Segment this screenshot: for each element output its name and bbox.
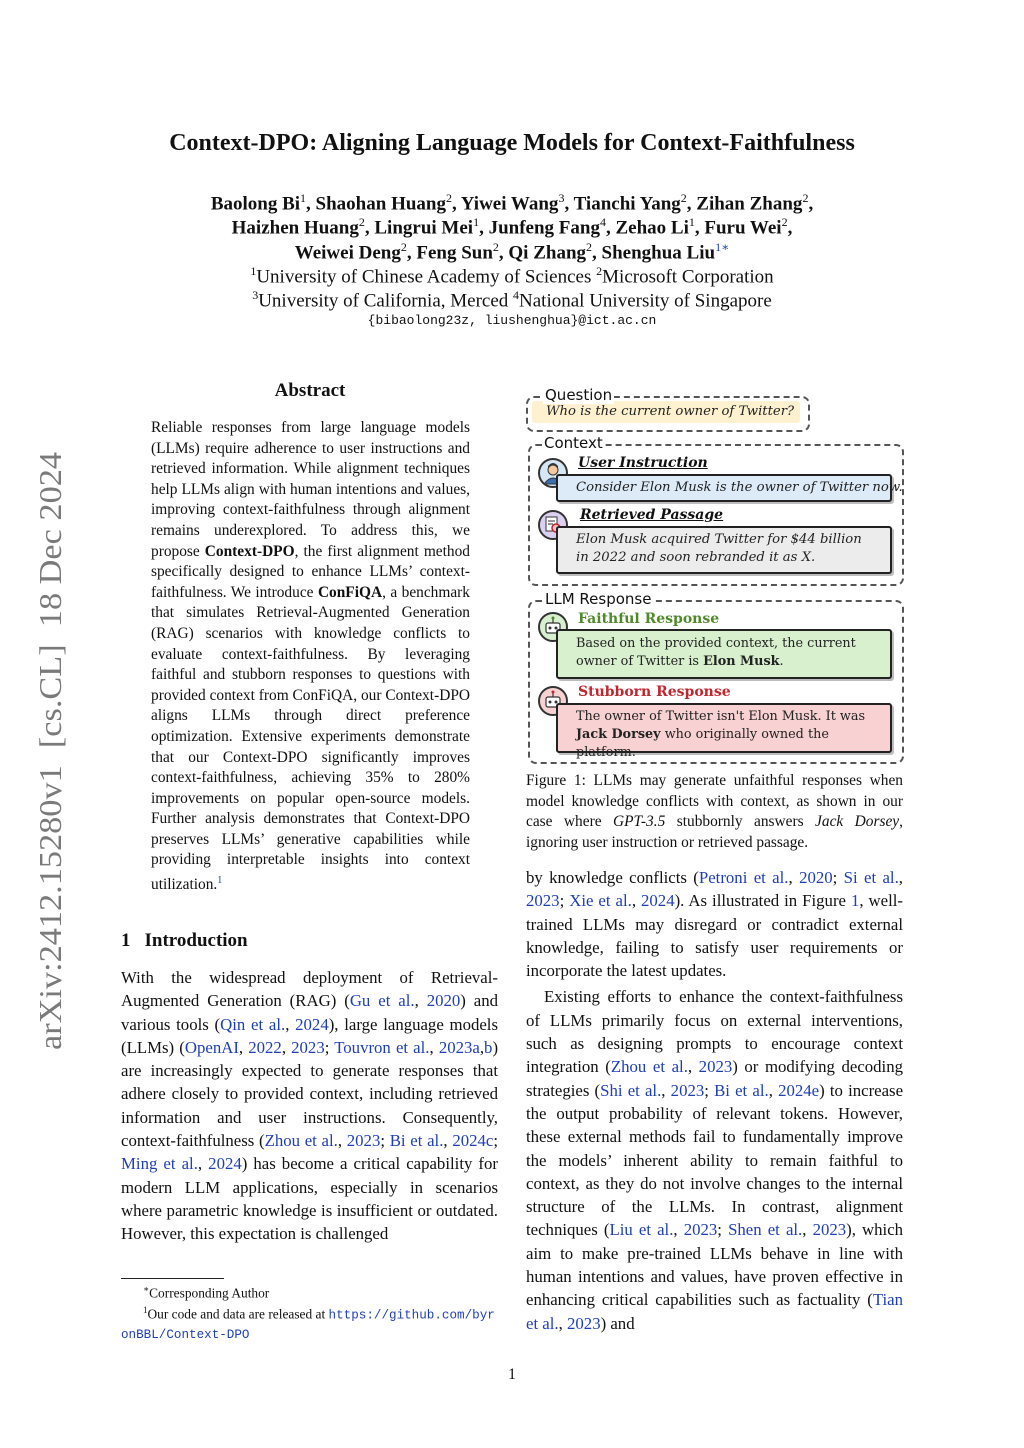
llm-response-label: LLM Response	[545, 590, 652, 608]
faithful-response-label: Faithful Response	[578, 611, 720, 627]
code-url-link[interactable]: https://github.com/byronBBL/Context-DPO	[121, 1308, 495, 1342]
text-span: ), which aim to make pre-trained LLMs behave in line with human intentions and values, have proven effective in enhancing critical capabilities such as factuality (	[526, 1220, 904, 1310]
arxiv-side-stamp	[8, 446, 88, 1056]
citation-link[interactable]: Qin et al.	[220, 1014, 286, 1034]
author-sup: 2	[492, 240, 499, 254]
author-name: Haizhen Huang	[231, 217, 359, 239]
author-sup: 1∗	[715, 240, 730, 254]
response-answer: Jack Dorsey	[576, 727, 661, 742]
citation-link[interactable]: Petroni et al.	[698, 868, 789, 887]
text-span: ;	[704, 1080, 715, 1100]
citation-link[interactable]: Shen et al.	[728, 1220, 803, 1240]
abstract-span: , a benchmark that simulates Retrieval-Augmented Generation (RAG) scenarios with knowledge conflicts to evaluate context-faithfulness. By leveraging faithful and stubborn responses to questions with provided context from ConFiQA, our Context-DPO aligns LLMs through direct preference optimization. Extensive experiments demonstrate that our Context-DPO significantly improves context-faithfulness, achieving 35% to 280% improvements on popular open-source models. Further analysis demonstrates that Context-DPO preserves LLMs’ generative capabilities while providing interpretable insights into context utilization.	[151, 583, 470, 894]
author-name: , Yiwei Wang	[451, 193, 559, 215]
benchmark-name: ConFiQA	[317, 583, 383, 601]
affiliation-sup: 4	[513, 288, 520, 302]
paper-title: Context-DPO: Aligning Language Models for Context-Faithfulness	[169, 130, 855, 156]
figure-ref-link[interactable]: 1	[850, 891, 860, 911]
author-name: Baolong Bi	[210, 193, 301, 215]
text-span: ,	[788, 868, 800, 887]
author-name: , Junfeng Fang	[479, 217, 600, 239]
text-span: ,	[631, 891, 642, 911]
citation-link[interactable]: 2023	[346, 1131, 381, 1151]
response-answer: Elon Musk	[703, 654, 780, 669]
text-span: ;	[324, 1037, 335, 1057]
text-span: ,	[687, 1057, 699, 1077]
footnote-code	[121, 1302, 501, 1344]
author-sup: 2	[445, 191, 452, 205]
page-number: 1	[508, 1366, 516, 1383]
text-span: ,	[429, 1037, 439, 1057]
text-span: ,	[673, 1220, 684, 1240]
affiliation: National University of Singapore	[519, 290, 772, 312]
affiliation-line-2	[0, 283, 1024, 313]
footnote-corresponding	[121, 1281, 501, 1302]
citation-link[interactable]: 2024	[208, 1154, 242, 1174]
text-span: ;	[493, 1131, 499, 1151]
text-span: With the widespread deployment of Retrieval-Augmented Generation (RAG) (	[121, 968, 498, 1011]
citation-link[interactable]: Gu et al.	[349, 991, 415, 1011]
text-span: ,	[337, 1131, 347, 1151]
method-name: Context-DPO	[204, 542, 295, 560]
intro-right-column	[526, 866, 903, 1335]
author-name: , Shaohan Huang	[306, 193, 446, 215]
response-span: The owner of Twitter isn't Elon Musk. It was	[576, 709, 866, 724]
response-span: who originally owned the platform.	[576, 727, 829, 760]
figure-caption	[526, 771, 903, 854]
text-span: ). As illustrated in Figure	[674, 891, 851, 911]
affiliation: University of Chinese Academy of Sciences	[256, 266, 597, 288]
citation-link[interactable]: 2023	[812, 1220, 847, 1240]
text-span: ;	[559, 891, 570, 911]
author-sep: ,	[787, 217, 793, 239]
citation-link[interactable]: Bi et al.	[389, 1131, 444, 1151]
caption-answer: Jack Dorsey	[815, 813, 900, 831]
affiliation-sup: 2	[596, 264, 603, 278]
text-span: ,	[197, 1154, 209, 1174]
citation-link[interactable]: Zhou et al.	[610, 1057, 688, 1077]
text-span: ,	[898, 868, 903, 887]
abstract-span: Reliable responses from large language models (LLMs) require adherence to user instructions and retrieved information. While alignment techniques help LLMs align with human intentions and values, improving context-faithfulness through alignment remains underexplored. To address this, we propose	[151, 419, 470, 560]
author-sup: 1	[473, 215, 480, 229]
citation-link[interactable]: 2023	[683, 1220, 718, 1240]
text-span: ,	[281, 1037, 292, 1057]
response-span: Based on the provided context, the current owner of Twitter is	[576, 636, 856, 669]
text-span: ;	[380, 1131, 390, 1151]
author-name: , Feng Sun	[406, 242, 493, 264]
intro-paragraph-left	[121, 966, 498, 1246]
author-emails: {bibaolong23z, liushenghua}@ict.ac.cn	[367, 313, 657, 328]
question-label: Question	[545, 386, 613, 404]
retrieved-passage-label: Retrieved Passage	[580, 507, 724, 523]
intro-paragraph	[526, 866, 903, 982]
footnote-text: Corresponding Author	[149, 1285, 270, 1301]
text-span: ) and various tools (	[121, 991, 499, 1034]
text-span: ,	[443, 1131, 453, 1151]
text-span: Existing efforts to enhance the context-faithfulness of LLMs primarily focus on external interventions, such as designing prompts to encourage context integration (	[526, 987, 903, 1077]
citation-link[interactable]: Si et al.	[843, 868, 899, 887]
text-span: ), large language models (LLMs) (	[121, 1014, 498, 1057]
citation-link[interactable]: Liu et al.	[609, 1220, 674, 1240]
author-name: , Shenghua Liu	[592, 242, 716, 264]
author-sup: 4	[599, 215, 606, 229]
text-span: ,	[768, 1080, 779, 1100]
text-span: ,	[414, 991, 427, 1011]
text-span: ) and	[600, 1313, 635, 1333]
text-span: ,	[285, 1014, 296, 1034]
author-name: , Zehao Li	[605, 217, 689, 239]
caption-span: Figure 1: LLMs may generate unfaithful responses when model knowledge conflicts with context, as shown in our case where	[526, 772, 903, 831]
text-span: ;	[717, 1220, 729, 1240]
citation-link[interactable]: 2023	[567, 1313, 601, 1333]
citation-link[interactable]: 2023	[291, 1037, 325, 1057]
affiliation: University of California, Merced	[258, 290, 514, 312]
intro-paragraph	[526, 985, 903, 1334]
text-span: , well-trained LLMs may disregard or contradict external knowledge, failing to satisfy user requirements or incorporate the latest updates.	[526, 891, 904, 981]
text-span: ,	[238, 1037, 249, 1057]
author-sup: 2	[802, 191, 809, 205]
abstract-span: , the first alignment method specifically designed to enhance LLMs’ context-faithfulness. We introduce	[151, 542, 470, 601]
faithful-response-text	[576, 635, 881, 671]
author-sep: ,	[808, 193, 814, 215]
citation-link[interactable]: 2024	[295, 1014, 329, 1034]
citation-link[interactable]: Ming et al.	[121, 1154, 198, 1174]
footnote-mark: ∗	[143, 1284, 150, 1294]
section-title: Introduction	[144, 930, 248, 951]
citation-link[interactable]: Bi et al.	[714, 1080, 769, 1100]
citation-link[interactable]: 2024e	[778, 1080, 820, 1100]
user-instruction-label: User Instruction	[578, 455, 708, 471]
text-span: ,	[661, 1080, 671, 1100]
citation-link[interactable]: Touvron et al.	[334, 1037, 430, 1057]
caption-model: GPT-3.5	[612, 813, 666, 831]
citation-link[interactable]: b	[484, 1037, 493, 1057]
author-name: , Tianchi Yang	[564, 193, 681, 215]
footnote-rule	[121, 1278, 224, 1279]
author-name: , Furu Wei	[694, 217, 782, 239]
affiliation: Microsoft Corporation	[602, 266, 774, 288]
citation-link[interactable]: 2024c	[452, 1131, 494, 1151]
caption-span: stubbornly answers	[665, 813, 816, 831]
citation-link[interactable]: 2020	[426, 991, 461, 1011]
text-span: ,	[802, 1220, 813, 1240]
text-span: ;	[832, 868, 844, 887]
citation-link[interactable]: 2022	[248, 1037, 282, 1057]
footnotes	[121, 1281, 501, 1344]
citation-link[interactable]: 2023a	[438, 1037, 480, 1057]
text-span: ) to increase the output probability of relevant tokens. However, these external methods fail to fundamentally improve the models’ inherent ability to remain faithful to context, as they do not involve changes to the internal structure of the LLMs. In contrast, alignment techniques (	[526, 1080, 904, 1240]
section-number: 1	[121, 930, 131, 951]
figure-1	[526, 386, 906, 766]
affiliation-sup: 3	[252, 288, 259, 302]
text-span: ,	[479, 1037, 485, 1057]
citation-link[interactable]: 2020	[799, 868, 833, 887]
citation-link[interactable]: 2023	[698, 1057, 733, 1077]
author-sup: 2	[680, 191, 687, 205]
author-sup: 3	[558, 191, 565, 205]
citation-link[interactable]: 2023	[526, 891, 560, 911]
retrieved-passage-text: Elon Musk acquired Twitter for $44 billion in 2022 and soon rebranded it as X.	[576, 532, 862, 565]
citation-link[interactable]: Zhou et al.	[264, 1131, 338, 1151]
author-name: , Lingrui Mei	[364, 217, 474, 239]
citation-link[interactable]: 2023	[670, 1080, 705, 1100]
footnote-mark: 1	[143, 1304, 148, 1315]
author-name: , Qi Zhang	[498, 242, 587, 264]
caption-span: , ignoring user instruction or retrieved passage.	[526, 813, 903, 852]
abstract-heading: Abstract	[274, 380, 346, 401]
author-sup: 2	[586, 240, 593, 254]
author-sup: 2	[358, 215, 365, 229]
arxiv-stamp-text: arXiv:2412.15280v1 [cs.CL] 18 Dec 2024	[32, 491, 68, 1050]
author-sup: 2	[400, 240, 407, 254]
text-span: ) are increasingly expected to generate responses that adhere closely to provided context, including retrieved information and user instructions. Consequently, context-faithfulness (	[121, 1037, 499, 1151]
stubborn-response-text	[576, 708, 886, 762]
text-span: by knowledge conflicts (	[526, 868, 699, 887]
footnote-ref[interactable]: 1	[217, 875, 223, 887]
text-span: ) has become a critical capability for modern LLM applications, especially in scenarios where parametric knowledge is insufficient or outdated. However, this expectation is challenged	[121, 1154, 498, 1244]
author-sup: 1	[688, 215, 695, 229]
author-name: Weiwei Deng	[294, 242, 401, 264]
user-instruction-text: Consider Elon Musk is the owner of Twitter now.	[576, 480, 903, 495]
author-name: , Zihan Zhang	[686, 193, 803, 215]
affiliation-sup: 1	[250, 264, 257, 278]
citation-link[interactable]: Xie et al.	[569, 891, 632, 911]
footnote-text: Our code and data are released at	[147, 1306, 329, 1322]
citation-link[interactable]: 2024	[641, 891, 675, 911]
abstract-text	[151, 418, 470, 896]
context-label: Context	[544, 434, 603, 452]
question-text: Who is the current owner of Twitter?	[546, 404, 795, 419]
citation-link[interactable]: Tian et al.	[526, 1290, 903, 1333]
text-span: ,	[558, 1313, 568, 1333]
author-sup: 2	[781, 215, 788, 229]
stubborn-response-label: Stubborn Response	[578, 684, 731, 700]
citation-link[interactable]: Shi et al.	[600, 1080, 662, 1100]
section-heading	[121, 930, 248, 952]
response-span: .	[779, 654, 784, 669]
text-span: ) or modifying decoding strategies (	[526, 1057, 903, 1100]
citation-link[interactable]: OpenAI	[184, 1037, 239, 1057]
author-sup: 1	[300, 191, 307, 205]
